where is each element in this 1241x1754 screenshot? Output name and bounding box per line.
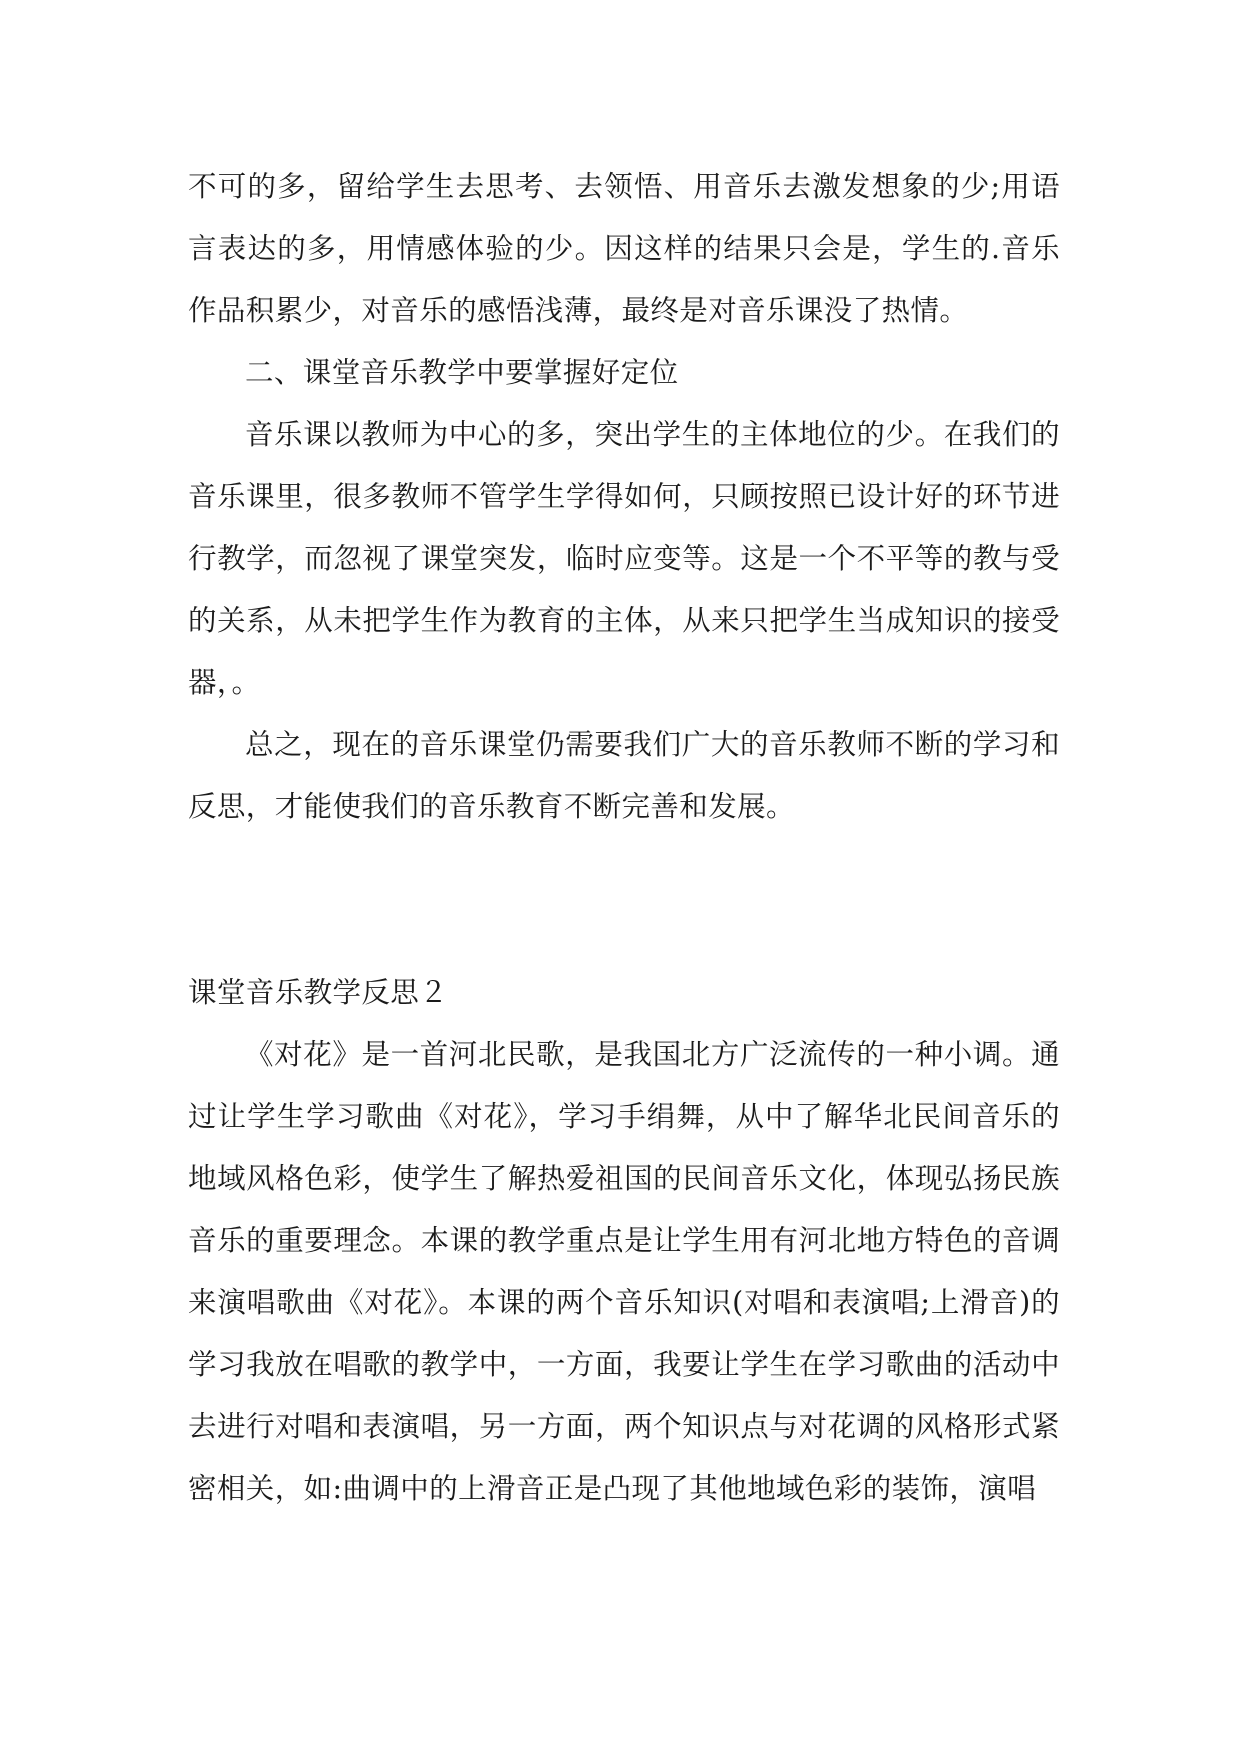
document-body (188, 156, 1060, 1520)
paragraph: 《对花》是一首河北民歌，是我国北方广泛流传的一种小调。通过让学生学习歌曲《对花》，学习手绢舞，从中了解华北民间音乐的地域风格色彩，使学生了解热爱祖国的民间音乐文化，体现弘扬民族音乐的重要理念。本课的教学重点是让学生用有河北地方特色的音调来演唱歌曲《对花》。本课的两个音乐知识(对唱和表演唱;上滑音)的学习我放在唱歌的教学中，一方面，我要让学生在学习歌曲的活动中去进行对唱和表演唱，另一方面，两个知识点与对花调的风格形式紧密相关，如:曲调中的上滑音正是凸现了其他地域色彩的装饰，演唱 (188, 1038, 1060, 1505)
paragraph: 音乐课以教师为中心的多，突出学生的主体地位的少。在我们的音乐课里，很多教师不管学生学得如何，只顾按照已设计好的环节进行教学，而忽视了课堂突发，临时应变等。这是一个不平等的教与受的关系，从未把学生作为教育的主体，从来只把学生当成知识的接受器，。 (188, 418, 1060, 699)
section-spacer (188, 838, 1060, 962)
paragraph-conclusion: 总之，现在的音乐课堂仍需要我们广大的音乐教师不断的学习和反思，才能使我们的音乐教育不断完善和发展。 (188, 728, 1060, 823)
section-heading: 二、课堂音乐教学中要掌握好定位 (245, 356, 679, 389)
section-title: 课堂音乐教学反思２ (188, 976, 449, 1009)
paragraph-continued: 不可的多，留给学生去思考、去领悟、用音乐去激发想象的少;用语言表达的多，用情感体验的少。因这样的结果只会是，学生的.音乐作品积累少，对音乐的感悟浅薄，最终是对音乐课没了热情。 (188, 170, 1060, 327)
